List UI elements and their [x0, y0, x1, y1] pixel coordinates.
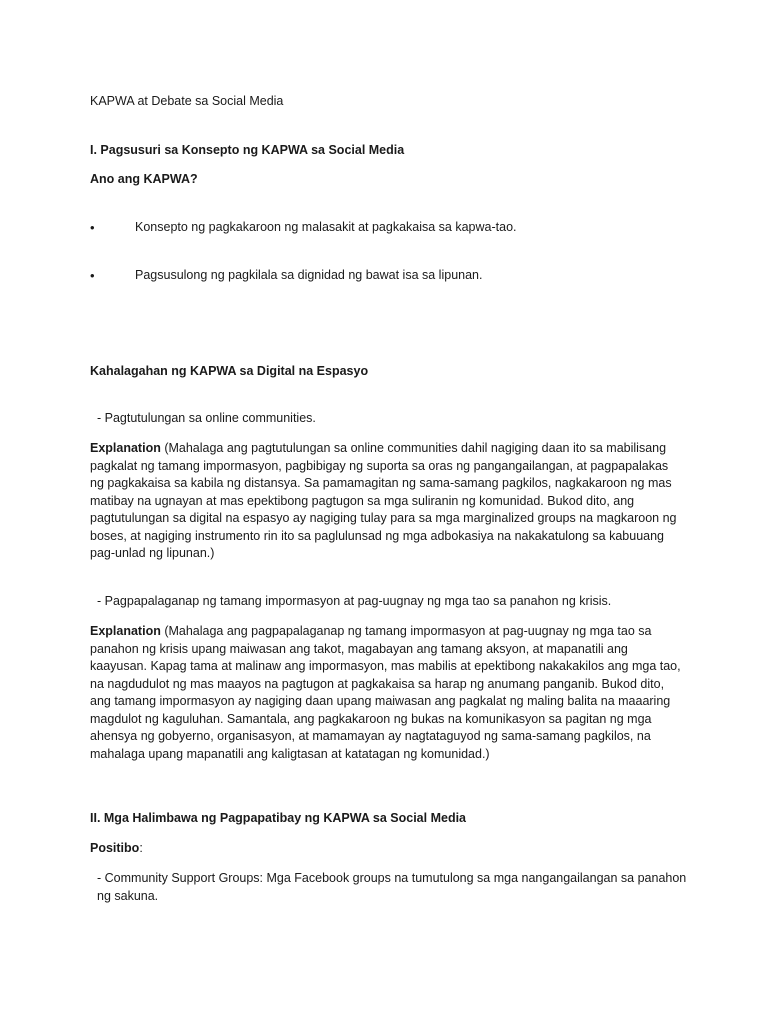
positive-label: Positibo	[90, 841, 140, 855]
example-line: - Community Support Groups: Mga Facebook groups na tumutulong sa mga nangangailangan sa panahon ng sakuna.	[97, 871, 687, 903]
explanation-paragraph	[90, 623, 684, 763]
positive-label-line	[90, 840, 143, 858]
document-title: KAPWA at Debate sa Social Media	[90, 94, 284, 108]
positive-colon: :	[139, 841, 143, 855]
section-heading-2: II. Mga Halimbawa ng Pagpapatibay ng KAPWA sa Social Media	[90, 811, 467, 825]
point-line: - Pagtutulungan sa online communities.	[97, 411, 316, 425]
explanation-label: Explanation	[90, 441, 161, 455]
explanation-text: (Mahalaga ang pagtutulungan sa online communities dahil nagiging daan ito sa mabilisang pagkalat ng tamang impormasyon, pagbibigay ng suporta sa oras ng pangangailangan, at pagpapalakas ng pagkakaisa sa kabila ng distansya. Sa pamamagitan ng sama-samang pagkilos, nagkakaroon ng mas matibay na ugnayan at mas epektibong pagtugon sa mga suliranin ng komunidad. Bukod dito, ang pagtutulungan sa digital na espasyo ay nagiging tulay para sa mga marginalized groups na magkaroon ng boses, at nagiging instrumento rin ito sa paglulunsad ng mga adbokasiya na nakakatulong sa kabuuang pag-unlad ng lipunan.)	[90, 441, 677, 560]
explanation-text: (Mahalaga ang pagpapalaganap ng tamang impormasyon at pag-uugnay ng mga tao sa panahon ng krisis upang maiwasan ang takot, magabayan ang tamang aksyon, at mapanatili ang kaayusan. Kapag tama at malinaw ang impormasyon, mas mabilis at epektibong nakakakilos ang mga tao, na nagdudulot ng mas maayos na pagtugon at pagkakaisa sa harap ng anumang panganib. Bukod dito, ang tamang impormasyon ay nagiging daan upang maiwasan ang pagkalat ng maling balita na maaaring magdulot ng kaguluhan. Samantala, ang pagkakaroon ng bukas na komunikasyon sa pagitan ng mga ahensya ng gobyerno, organisasyon, at mamamayan ay nagtataguyod ng sama-samang pagkilos, na mahalaga upang mapanatili ang kaligtasan at katatagan ng komunidad.)	[90, 624, 681, 761]
bullet-icon: •	[90, 268, 95, 283]
bullet-icon: •	[90, 220, 95, 235]
explanation-paragraph	[90, 440, 684, 563]
bullet-text: Pagsusulong ng pagkilala sa dignidad ng bawat isa sa lipunan.	[135, 268, 483, 282]
bullet-text: Konsepto ng pagkakaroon ng malasakit at pagkakaisa sa kapwa-tao.	[135, 220, 517, 234]
section-subheading-importance: Kahalagahan ng KAPWA sa Digital na Espasyo	[90, 364, 369, 378]
subheading-ano-ang-kapwa: Ano ang KAPWA?	[90, 172, 198, 186]
section-heading-1: I. Pagsusuri sa Konsepto ng KAPWA sa Social Media	[90, 143, 405, 157]
explanation-label: Explanation	[90, 624, 161, 638]
point-line: - Pagpapalaganap ng tamang impormasyon at pag-uugnay ng mga tao sa panahon ng krisis.	[97, 594, 612, 608]
